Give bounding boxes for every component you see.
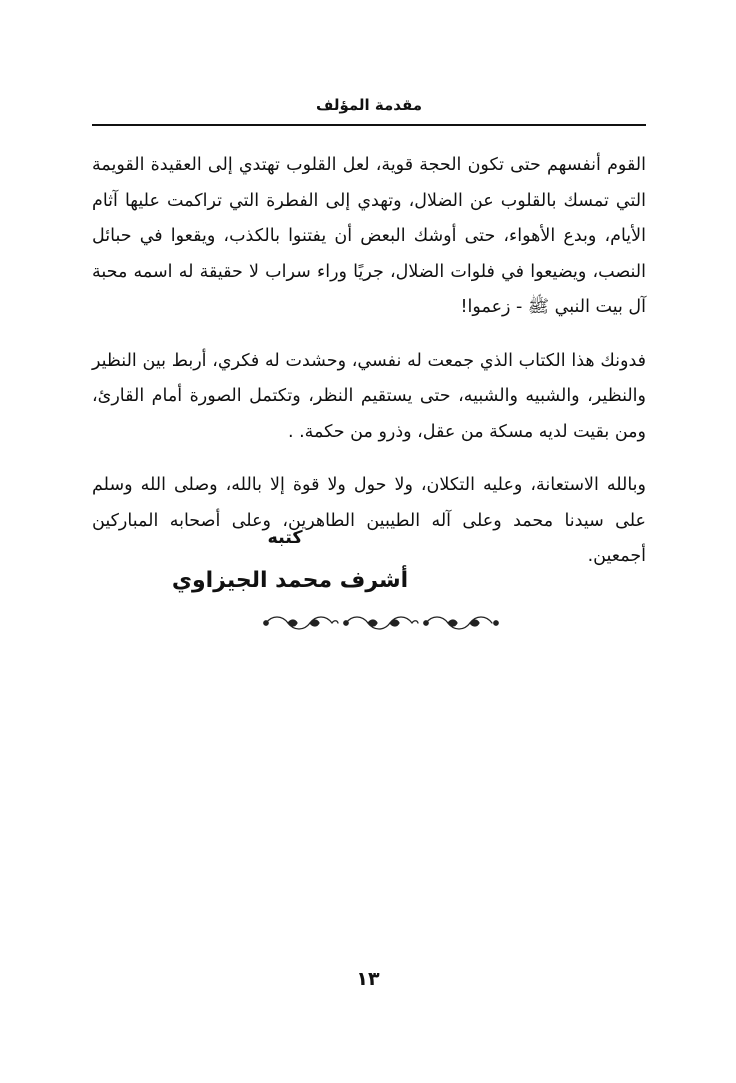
floral-divider-icon xyxy=(262,612,502,634)
page-number: ١٣ xyxy=(356,968,380,990)
paragraph-intro: القوم أنفسهم حتى تكون الحجة قوية، لعل القلوب تهتدي إلى العقيدة القويمة التي تمسك بالقلوب عن الضلال، وتهدي إلى الفطرة التي تراكمت عليها آثام الأيام، وبدع الأهواء، حتى أوشك البعض أن يفتنوا بالكذب، ويقعوا في حبائل النصب، ويضيعوا في فلوات الضلال، جريًا وراء سراب لا حقيقة له اسمه محبة آل بيت النبي ﷺ - زعموا! xyxy=(92,155,646,317)
ornament-segment-3 xyxy=(424,617,498,629)
signoff-label: كتبه xyxy=(267,528,303,548)
paragraph-book: فدونك هذا الكتاب الذي جمعت له نفسي، وحشدت له فكري، أربط بين النظير والنظير، والشبيه والشبيه، حتى يستقيم النظر، وتكتمل الصورة أمام القارئ، ومن بقيت لديه مسكة من عقل، وذرو من حكمة. . xyxy=(92,350,646,442)
ornament-segment-1 xyxy=(264,617,338,629)
running-header: مقدمة المؤلف xyxy=(315,96,423,114)
ornament-segment-2 xyxy=(344,617,418,629)
paragraph-closing: وبالله الاستعانة، وعليه التكلان، ولا حول ولا قوة إلا بالله، وصلى الله وسلم على سيدنا محمد وعلى آله الطيبين الطاهرين، وعلى أصحابه المباركين أجمعين. xyxy=(92,475,646,566)
author-name: أشرف محمد الجيزاوي xyxy=(171,568,409,593)
body-text xyxy=(92,148,646,593)
header-rule xyxy=(92,124,646,126)
